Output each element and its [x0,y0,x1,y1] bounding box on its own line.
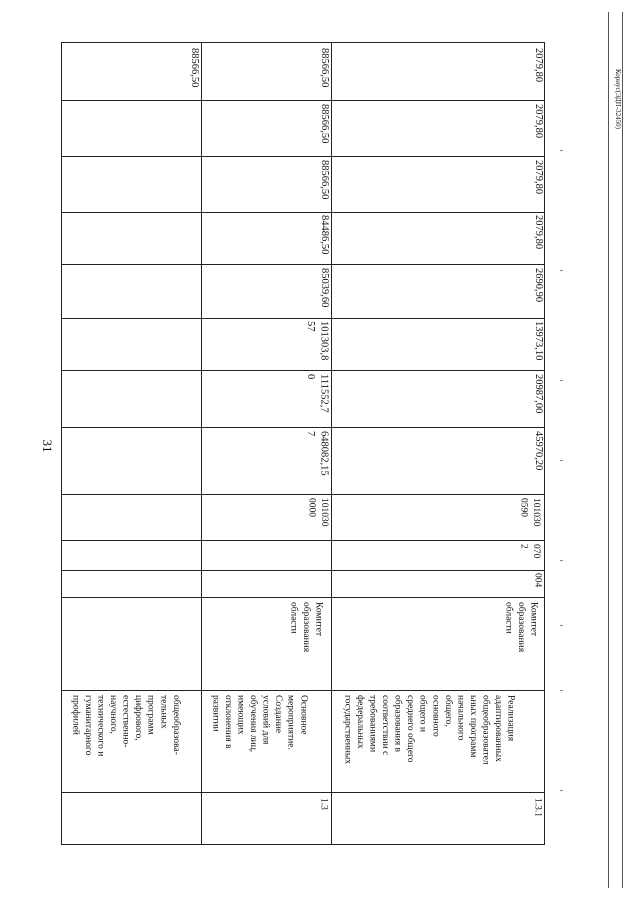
cell-value: 101303,8 57 [304,321,330,361]
document-stamp: Корнус(ЭДП-32450) [614,68,622,130]
cell-value: 85039,60 [318,268,330,308]
margin-tick [560,270,563,271]
margin-tick [560,460,563,461]
cell-value: 88566,50 [188,48,200,88]
cell-code: 004 [532,573,543,588]
cell-code: 070 2 [518,544,542,559]
cell-executor: Комитет образования области [288,602,324,653]
margin-line [622,12,623,888]
cell-value: 84486,50 [318,215,330,255]
cell-value: 45970,20 [532,431,544,471]
margin-tick [560,560,563,561]
page-number: 31 [40,439,55,453]
cell-code: 101030 0590 [518,498,542,527]
cell-value: 88566,50 [318,48,330,88]
cell-code: 101030 0000 [306,498,330,527]
cell-name: Реализация адаптированных общеобразовател ьных программ начального общего, основного общего и среднего общего образования в соответствии с требованиями федеральных государственных [342,695,516,765]
margin-tick [560,790,563,791]
cell-value: 13973,10 [532,321,544,361]
cell-value: 2079,80 [532,104,544,139]
margin-tick [560,690,563,691]
margin-tick [560,380,563,381]
cell-value: 88566,50 [318,160,330,200]
cell-value: 2079,80 [532,48,544,83]
cell-id: 1.3 [318,798,329,810]
cell-value: 111552,7 0 [304,374,330,413]
cell-id: 1.3.1 [532,798,543,817]
cell-value: 2079,80 [532,160,544,195]
margin-tick [560,150,563,151]
cell-value: 20987,00 [532,374,544,414]
cell-name: Основное мероприятие. Создание условий для обучения лиц, имеющих отклонения в развитии [210,695,309,753]
cell-executor: Комитет образования области [503,602,539,653]
cell-value: 88566,50 [318,104,330,144]
cell-value: 648082,15 7 [304,431,330,476]
margin-tick [560,625,563,626]
margin-line [608,12,609,888]
cell-value: 2690,90 [532,268,544,303]
cell-value: 2079,80 [532,215,544,250]
budget-table [61,42,545,844]
cell-name: общеобразова- тельных программ цифрового, естественно- научного, технического и гуманитарного профилей [70,695,181,757]
